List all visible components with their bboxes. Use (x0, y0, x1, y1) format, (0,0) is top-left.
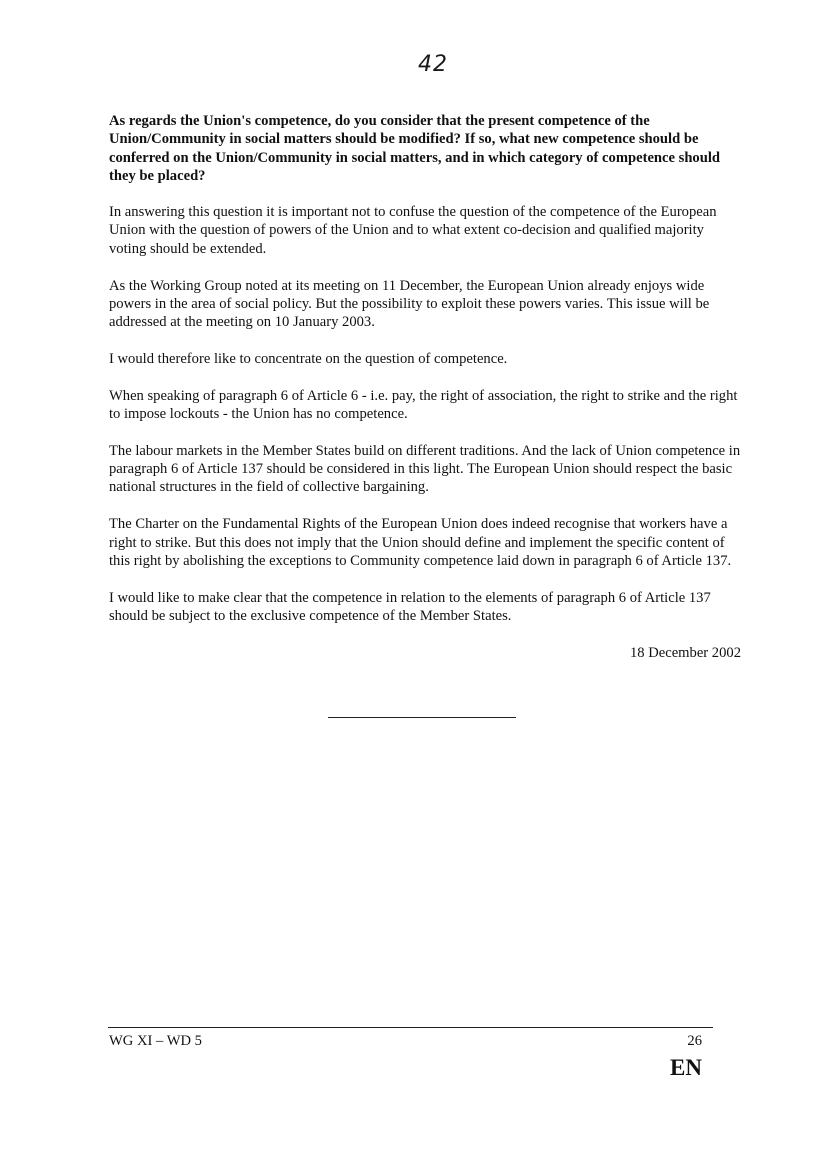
body-paragraph-2: As the Working Group noted at its meeting on 11 December, the European Union already enjoys wide powers in the area of social policy. But the possibility to exploit these powers varies. This issue will be addressed at the meeting on 10 January 2003. (109, 277, 710, 331)
document-date: 18 December 2002 (629, 644, 741, 661)
body-paragraph-1: In answering this question it is important not to confuse the question of the competence of the European Union with the question of powers of the Union and to what extent co-decision and qualified majority voting should be extended. (109, 204, 717, 257)
footer-document-reference: WG XI – WD 5 (109, 1033, 202, 1049)
end-separator-line (328, 717, 516, 718)
question-heading: As regards the Union's competence, do you consider that the present competence of the Union/Community in social matters should be modified? If so, what new competence should be conferred on the Union/Community in social matters, and in which category of competence should they be placed? (109, 113, 721, 184)
handwritten-page-mark: 42 (418, 52, 448, 77)
document-body (109, 112, 741, 662)
body-paragraph-6: The Charter on the Fundamental Rights of the European Union does indeed recognise that workers have a right to strike. But this does not imply that the Union should define and implement the specific content of this right by abolishing the exceptions to Community competence laid down in paragraph 6 of Article 137. (109, 516, 732, 569)
footer-page-number: 26 (687, 1033, 702, 1049)
body-paragraph-3: I would therefore like to concentrate on the question of competence. (109, 350, 508, 367)
footer-language-code: EN (670, 1055, 702, 1080)
body-paragraph-5: The labour markets in the Member States build on different traditions. And the lack of Union competence in paragraph 6 of Article 137 should be considered in this light. The European Union should respect the basic national structures in the field of collective bargaining. (109, 442, 741, 496)
body-paragraph-7: I would like to make clear that the competence in relation to the elements of paragraph 6 of Article 137 should be subject to the exclusive competence of the Member States. (109, 589, 711, 624)
body-paragraph-4: When speaking of paragraph 6 of Article 6 - i.e. pay, the right of association, the right to strike and the right to impose lockouts - the Union has no competence. (109, 387, 738, 423)
footer-divider (108, 1027, 713, 1028)
